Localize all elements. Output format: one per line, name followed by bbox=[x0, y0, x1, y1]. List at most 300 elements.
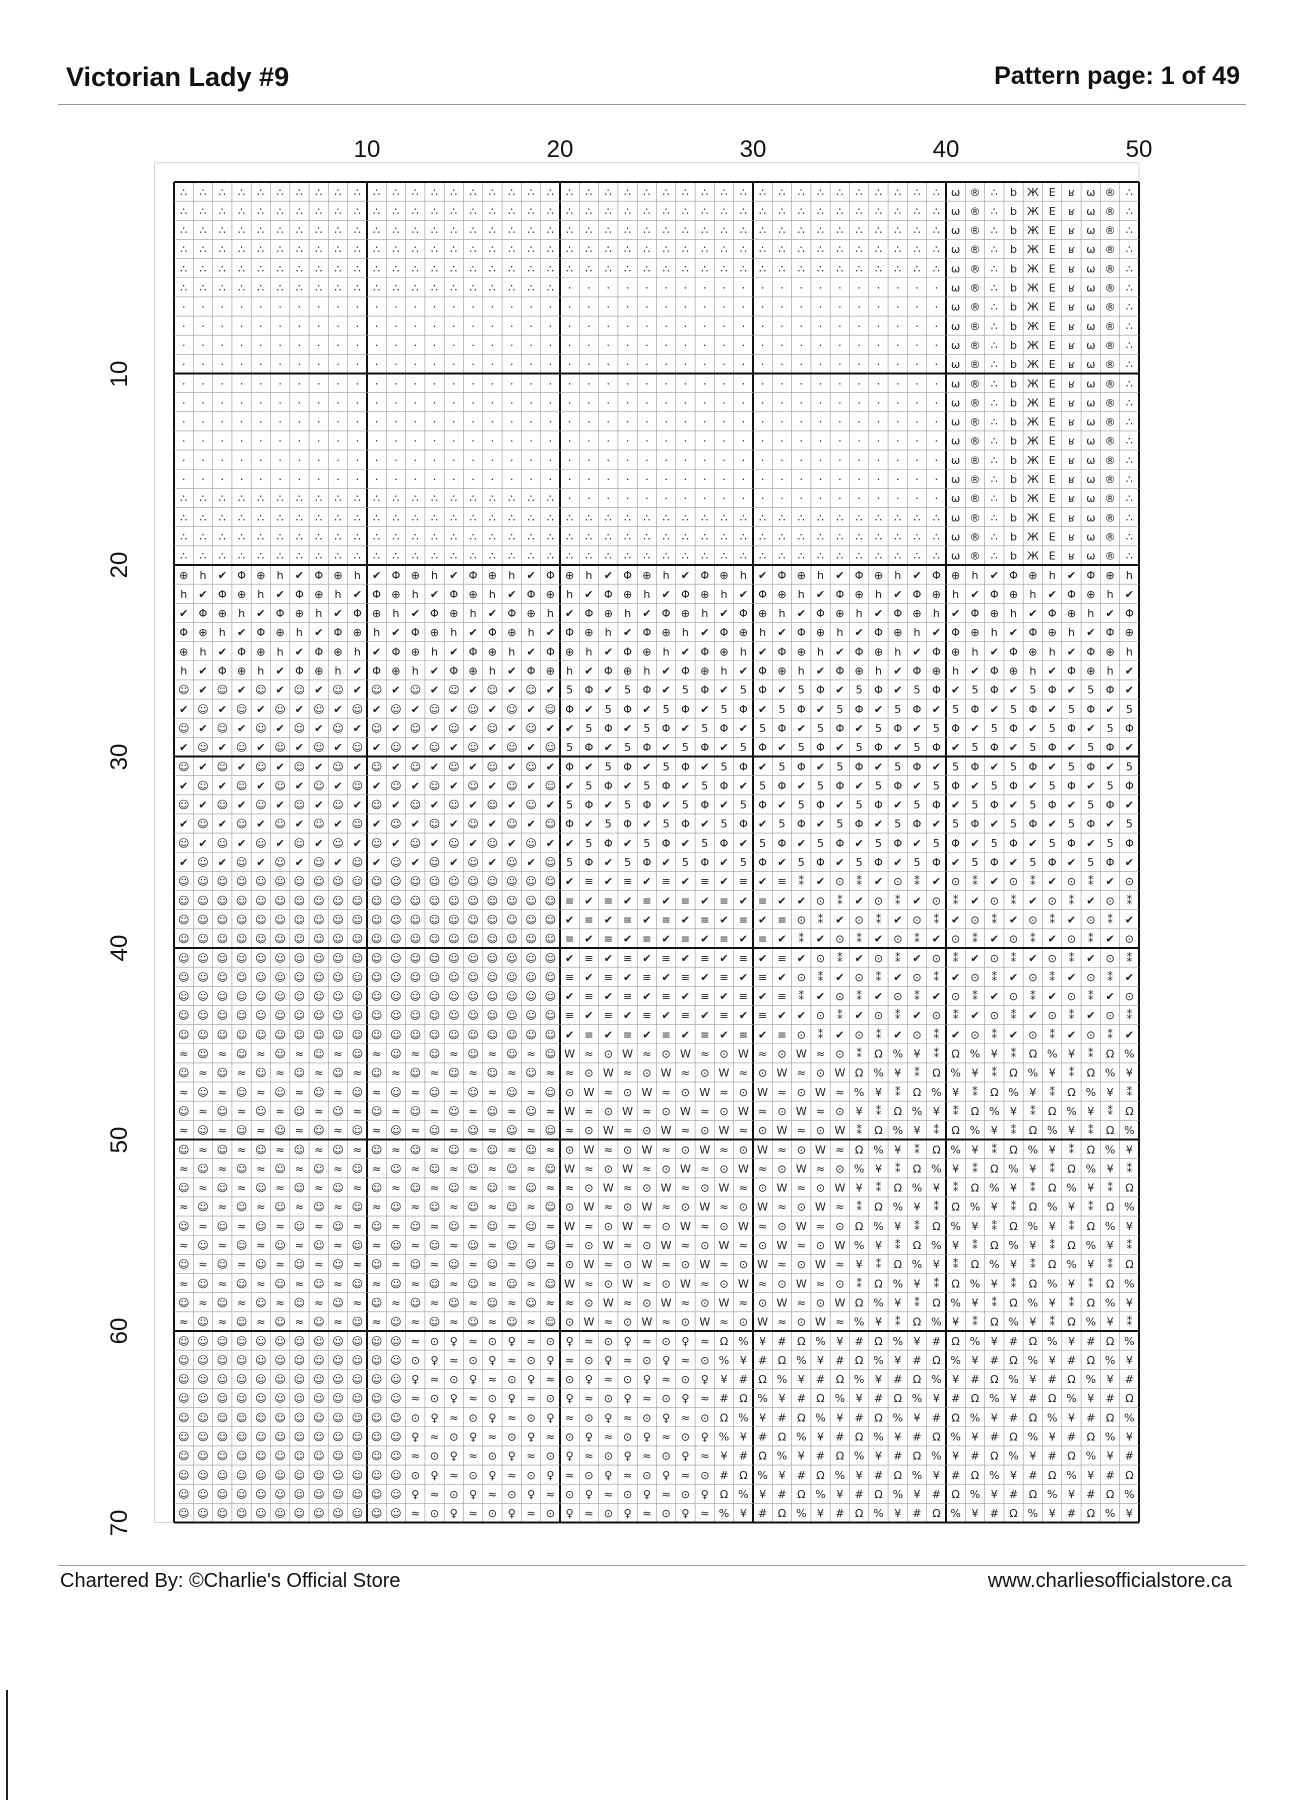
stitch-symbol: ☺ bbox=[525, 760, 537, 774]
stitch-symbol: ∴ bbox=[315, 530, 323, 544]
stitch-symbol: Φ bbox=[1067, 587, 1076, 601]
stitch-symbol: ∴ bbox=[276, 511, 284, 525]
stitch-symbol: · bbox=[394, 319, 398, 333]
stitch-symbol: · bbox=[239, 339, 244, 352]
stitch-symbol: ∴ bbox=[662, 262, 670, 276]
stitch-symbol: ☺ bbox=[197, 1315, 209, 1329]
stitch-symbol: E bbox=[1048, 453, 1056, 467]
stitch-symbol: ✔ bbox=[179, 607, 189, 621]
stitch-symbol: ≈ bbox=[449, 1047, 459, 1061]
stitch-symbol: ∴ bbox=[527, 281, 535, 295]
stitch-symbol: ⊙ bbox=[1086, 913, 1096, 927]
stitch-symbol: ≈ bbox=[796, 1124, 806, 1138]
stitch-symbol: ⊙ bbox=[487, 1449, 498, 1463]
stitch-symbol: 5 bbox=[1125, 817, 1133, 831]
stitch-symbol: ¥ bbox=[1125, 1066, 1133, 1080]
stitch-symbol: % bbox=[1124, 1411, 1135, 1425]
stitch-symbol: ☺ bbox=[216, 1143, 229, 1157]
stitch-symbol: ⊕ bbox=[468, 587, 478, 601]
stitch-symbol: ✔ bbox=[507, 722, 517, 735]
stitch-symbol: ✔ bbox=[603, 683, 613, 697]
stitch-symbol: ☺ bbox=[448, 683, 460, 697]
stitch-symbol: ✔ bbox=[333, 702, 343, 716]
stitch-symbol: ☺ bbox=[255, 913, 267, 927]
stitch-symbol: Φ bbox=[623, 817, 632, 831]
stitch-symbol: · bbox=[645, 434, 649, 448]
stitch-symbol: W bbox=[699, 1085, 711, 1099]
stitch-symbol: ✔ bbox=[487, 856, 498, 869]
stitch-symbol: · bbox=[683, 377, 688, 391]
stitch-symbol: 5 bbox=[797, 683, 805, 697]
stitch-symbol: ≈ bbox=[314, 1258, 324, 1272]
stitch-symbol: ✔ bbox=[642, 760, 652, 774]
stitch-symbol: # bbox=[912, 1353, 922, 1367]
stitch-symbol: ☺ bbox=[177, 1411, 190, 1425]
stitch-symbol: ☺ bbox=[235, 1162, 248, 1176]
stitch-symbol: ✔ bbox=[429, 798, 440, 812]
stitch-symbol: ¥ bbox=[1048, 1507, 1056, 1521]
stitch-symbol: ☺ bbox=[332, 1258, 344, 1272]
stitch-symbol: ⊙ bbox=[815, 951, 826, 965]
stitch-symbol: ✔ bbox=[1047, 990, 1057, 1004]
stitch-symbol: ✔ bbox=[777, 970, 787, 984]
stitch-symbol: ∴ bbox=[508, 262, 516, 276]
stitch-symbol: ✔ bbox=[912, 779, 922, 793]
stitch-symbol: ☺ bbox=[351, 1009, 364, 1023]
stitch-symbol: Φ bbox=[932, 645, 941, 659]
stitch-symbol: · bbox=[664, 358, 668, 372]
stitch-symbol: 5 bbox=[855, 741, 863, 755]
stitch-symbol: ⁑ bbox=[914, 990, 920, 1004]
stitch-symbol: Φ bbox=[970, 702, 980, 716]
stitch-symbol: ⊙ bbox=[815, 1066, 826, 1080]
stitch-symbol: ☺ bbox=[409, 836, 422, 850]
stitch-symbol: · bbox=[567, 281, 572, 295]
stitch-symbol: ∴ bbox=[257, 243, 265, 257]
stitch-symbol: ∴ bbox=[257, 224, 265, 238]
stitch-symbol: ≈ bbox=[487, 1315, 498, 1329]
stitch-symbol: ⁑ bbox=[933, 1047, 940, 1061]
stitch-symbol: ⊕ bbox=[487, 568, 498, 582]
stitch-symbol: ∴ bbox=[855, 262, 863, 276]
stitch-symbol: ∴ bbox=[411, 281, 419, 295]
stitch-symbol: W bbox=[602, 1124, 614, 1138]
stitch-symbol: · bbox=[857, 434, 861, 448]
stitch-symbol: ∴ bbox=[238, 224, 246, 238]
stitch-symbol: · bbox=[432, 339, 437, 352]
stitch-symbol: ⊙ bbox=[700, 1066, 710, 1080]
stitch-symbol: ≈ bbox=[410, 1047, 420, 1061]
stitch-symbol: ✔ bbox=[854, 951, 864, 965]
stitch-symbol: ≈ bbox=[603, 1430, 613, 1444]
stitch-symbol: ⊙ bbox=[642, 1411, 652, 1425]
stitch-symbol: ✔ bbox=[796, 894, 806, 908]
stitch-symbol: ⊕ bbox=[873, 568, 884, 582]
stitch-symbol: ⊙ bbox=[507, 1373, 517, 1387]
stitch-symbol: ∴ bbox=[681, 530, 689, 544]
stitch-symbol: # bbox=[1028, 1468, 1038, 1482]
stitch-symbol: · bbox=[703, 300, 707, 314]
stitch-symbol: ✔ bbox=[507, 683, 517, 697]
stitch-symbol: ∴ bbox=[836, 530, 844, 544]
stitch-symbol: Φ bbox=[623, 645, 632, 659]
stitch-symbol: ≈ bbox=[468, 1392, 478, 1406]
stitch-symbol: ☺ bbox=[293, 1028, 306, 1042]
stitch-symbol: ✔ bbox=[371, 568, 382, 582]
stitch-symbol: ∴ bbox=[392, 224, 400, 238]
stitch-symbol: ® bbox=[969, 262, 981, 276]
stitch-symbol: ☺ bbox=[216, 1066, 229, 1080]
stitch-symbol: ∴ bbox=[932, 224, 940, 238]
stitch-symbol: ≈ bbox=[661, 1143, 671, 1157]
stitch-symbol: ☺ bbox=[332, 951, 344, 965]
stitch-symbol: ≈ bbox=[622, 1296, 633, 1310]
stitch-symbol: ω bbox=[1086, 549, 1096, 563]
stitch-symbol: · bbox=[683, 473, 688, 486]
stitch-symbol: ∴ bbox=[488, 262, 496, 276]
stitch-symbol: Φ bbox=[217, 664, 227, 678]
stitch-symbol: ✔ bbox=[545, 760, 556, 774]
stitch-symbol: 5 bbox=[759, 779, 767, 793]
stitch-symbol: · bbox=[297, 434, 302, 448]
stitch-symbol: ☺ bbox=[216, 722, 229, 735]
stitch-symbol: Φ bbox=[1009, 722, 1018, 735]
stitch-symbol: ☺ bbox=[467, 1315, 479, 1329]
stitch-symbol: Ω bbox=[951, 1411, 960, 1425]
stitch-symbol: · bbox=[374, 453, 379, 467]
stitch-symbol: ∴ bbox=[990, 339, 998, 352]
stitch-symbol: % bbox=[931, 1162, 942, 1176]
stitch-symbol: ☺ bbox=[293, 722, 306, 735]
stitch-symbol: ∴ bbox=[836, 243, 844, 257]
stitch-symbol: · bbox=[606, 473, 611, 486]
stitch-symbol: ∴ bbox=[295, 185, 303, 199]
stitch-symbol: % bbox=[892, 1047, 904, 1061]
stitch-symbol: ¥ bbox=[932, 1105, 940, 1118]
stitch-symbol: ☺ bbox=[370, 1507, 383, 1521]
stitch-symbol: ⁑ bbox=[1107, 1028, 1113, 1042]
stitch-symbol: W bbox=[602, 1239, 614, 1252]
stitch-symbol: ☺ bbox=[448, 1258, 460, 1272]
stitch-symbol: ⊕ bbox=[256, 568, 266, 582]
stitch-symbol: · bbox=[896, 453, 900, 467]
stitch-symbol: ⁑ bbox=[991, 1028, 998, 1042]
stitch-symbol: ✔ bbox=[1028, 951, 1038, 965]
stitch-symbol: ⊙ bbox=[661, 1334, 671, 1348]
stitch-symbol: ✔ bbox=[333, 741, 343, 755]
stitch-symbol: · bbox=[490, 453, 495, 467]
stitch-symbol: Φ bbox=[932, 568, 941, 582]
stitch-symbol: ⊕ bbox=[468, 664, 478, 678]
stitch-symbol: ☺ bbox=[332, 1066, 344, 1080]
stitch-symbol: ✔ bbox=[719, 990, 729, 1004]
stitch-symbol: ☺ bbox=[351, 951, 364, 965]
stitch-symbol: 5 bbox=[662, 702, 670, 716]
stitch-symbol: ✔ bbox=[989, 568, 999, 582]
stitch-symbol: W bbox=[679, 1162, 691, 1176]
stitch-symbol: ≈ bbox=[661, 1258, 671, 1272]
stitch-symbol: ʁ bbox=[1068, 453, 1075, 467]
stitch-symbol: ✔ bbox=[294, 817, 305, 831]
stitch-symbol: ≈ bbox=[429, 1258, 440, 1272]
stitch-symbol: ☺ bbox=[332, 1105, 344, 1118]
stitch-symbol: Φ bbox=[874, 626, 883, 640]
stitch-symbol: Ω bbox=[1125, 1105, 1134, 1118]
stitch-symbol: % bbox=[1027, 1143, 1039, 1157]
stitch-symbol: % bbox=[1104, 1430, 1116, 1444]
stitch-symbol: ☺ bbox=[448, 951, 460, 965]
stitch-symbol: ⊕ bbox=[314, 664, 324, 678]
stitch-symbol: ∴ bbox=[469, 204, 477, 218]
stitch-symbol: ¥ bbox=[1068, 1411, 1075, 1425]
stitch-symbol: E bbox=[1048, 204, 1056, 218]
stitch-symbol: 5 bbox=[1029, 798, 1037, 812]
stitch-symbol: ⁑ bbox=[1088, 932, 1094, 946]
stitch-symbol: ☺ bbox=[506, 1047, 518, 1061]
stitch-symbol: Ω bbox=[932, 1507, 941, 1521]
stitch-symbol: ⊙ bbox=[449, 1373, 459, 1387]
stitch-symbol: ≈ bbox=[661, 1085, 671, 1099]
stitch-symbol: ☺ bbox=[216, 951, 229, 965]
stitch-symbol: · bbox=[432, 358, 437, 372]
stitch-symbol: ☺ bbox=[544, 970, 557, 984]
stitch-symbol: ☺ bbox=[390, 741, 402, 755]
stitch-symbol: ☺ bbox=[235, 1085, 248, 1099]
row-label: 30 bbox=[106, 743, 133, 770]
stitch-symbol: ✔ bbox=[1105, 817, 1115, 831]
stitch-symbol: h bbox=[913, 626, 921, 640]
stitch-symbol: ✔ bbox=[873, 607, 884, 621]
stitch-symbol: ≡ bbox=[738, 951, 749, 965]
stitch-symbol: ☺ bbox=[235, 932, 248, 946]
stitch-symbol: ≈ bbox=[680, 1411, 691, 1425]
stitch-symbol: ∴ bbox=[681, 185, 689, 199]
stitch-symbol: ∴ bbox=[218, 549, 226, 563]
stitch-symbol: ✔ bbox=[950, 856, 961, 869]
stitch-symbol: 5 bbox=[875, 836, 882, 850]
stitch-symbol: ∴ bbox=[431, 492, 438, 506]
store-website: www.charliesofficialstore.ca bbox=[987, 1570, 1232, 1592]
stitch-symbol: ✔ bbox=[1028, 836, 1038, 850]
stitch-symbol: ☺ bbox=[467, 1047, 479, 1061]
stitch-symbol: ⊙ bbox=[777, 1277, 787, 1291]
stitch-symbol: ¥ bbox=[1106, 1085, 1114, 1099]
stitch-symbol: ✔ bbox=[661, 664, 671, 678]
stitch-symbol: · bbox=[201, 434, 205, 448]
stitch-symbol: ⊙ bbox=[873, 1009, 884, 1023]
stitch-symbol: ☺ bbox=[235, 875, 248, 889]
stitch-symbol: ☺ bbox=[177, 1353, 190, 1367]
stitch-symbol: # bbox=[835, 1507, 845, 1521]
stitch-symbol: ⊙ bbox=[700, 1181, 710, 1195]
stitch-symbol: W bbox=[660, 1181, 672, 1195]
stitch-symbol: · bbox=[664, 453, 668, 467]
stitch-symbol: ≈ bbox=[680, 1181, 691, 1195]
stitch-symbol: Φ bbox=[854, 568, 864, 582]
footer-divider bbox=[58, 1565, 1246, 1566]
stitch-symbol: ✔ bbox=[835, 683, 845, 697]
stitch-symbol: ☺ bbox=[216, 1468, 229, 1482]
stitch-symbol: ✔ bbox=[1047, 760, 1057, 774]
stitch-symbol: ⊙ bbox=[449, 1488, 459, 1501]
stitch-symbol: ✔ bbox=[777, 798, 787, 812]
stitch-symbol: W bbox=[660, 1239, 672, 1252]
stitch-symbol: ✔ bbox=[1047, 932, 1057, 946]
stitch-symbol: ☺ bbox=[216, 932, 229, 946]
stitch-symbol: ¥ bbox=[1029, 1315, 1037, 1329]
stitch-symbol: 5 bbox=[932, 836, 940, 850]
stitch-symbol: ʁ bbox=[1068, 339, 1075, 352]
stitch-symbol: ☺ bbox=[390, 913, 402, 927]
stitch-symbol: · bbox=[915, 415, 919, 429]
stitch-symbol: ® bbox=[969, 415, 981, 429]
stitch-symbol: ¥ bbox=[817, 1430, 824, 1444]
stitch-symbol: ⁑ bbox=[991, 1066, 998, 1080]
stitch-symbol: ☺ bbox=[177, 1143, 190, 1157]
stitch-symbol: ∴ bbox=[932, 243, 940, 257]
stitch-symbol: ☺ bbox=[216, 683, 229, 697]
stitch-symbol: 5 bbox=[1029, 683, 1037, 697]
stitch-symbol: h bbox=[604, 626, 612, 640]
stitch-symbol: % bbox=[931, 1085, 942, 1099]
stitch-symbol: · bbox=[529, 339, 533, 352]
stitch-symbol: ∴ bbox=[836, 549, 844, 563]
stitch-symbol: % bbox=[969, 1200, 981, 1214]
stitch-symbol: Φ bbox=[854, 645, 864, 659]
stitch-symbol: E bbox=[1048, 377, 1056, 391]
stitch-symbol: ʁ bbox=[1068, 530, 1075, 544]
stitch-symbol: % bbox=[892, 1124, 904, 1138]
stitch-symbol: ⁑ bbox=[972, 875, 978, 889]
stitch-symbol: Ω bbox=[932, 1143, 941, 1157]
stitch-symbol: ⊙ bbox=[700, 1353, 710, 1367]
stitch-symbol: ✔ bbox=[854, 779, 864, 793]
stitch-symbol: ⁑ bbox=[1126, 1239, 1133, 1252]
stitch-symbol: · bbox=[780, 453, 784, 467]
stitch-symbol: % bbox=[1066, 1181, 1077, 1195]
stitch-symbol: h bbox=[257, 587, 265, 601]
stitch-symbol: · bbox=[297, 377, 302, 391]
stitch-symbol: ☺ bbox=[332, 1468, 344, 1482]
stitch-symbol: ✔ bbox=[198, 683, 208, 697]
stitch-symbol: ⊙ bbox=[738, 1258, 749, 1272]
stitch-symbol: ☺ bbox=[293, 1009, 306, 1023]
stitch-symbol: ☺ bbox=[486, 836, 499, 850]
stitch-symbol: ✔ bbox=[584, 587, 594, 601]
stitch-symbol: · bbox=[703, 415, 707, 429]
stitch-symbol: ✔ bbox=[738, 1009, 749, 1023]
stitch-symbol: ✔ bbox=[700, 894, 710, 908]
stitch-symbol: ☺ bbox=[216, 1430, 229, 1444]
stitch-symbol: · bbox=[297, 358, 302, 372]
stitch-symbol: · bbox=[510, 415, 514, 429]
stitch-symbol: ✔ bbox=[1086, 836, 1096, 850]
stitch-symbol: ✔ bbox=[391, 798, 401, 812]
stitch-symbol: h bbox=[199, 568, 207, 582]
stitch-symbol: ✔ bbox=[449, 779, 459, 793]
stitch-symbol: ∴ bbox=[450, 511, 458, 525]
stitch-symbol: ∴ bbox=[817, 243, 824, 257]
stitch-symbol: Φ bbox=[449, 664, 459, 678]
stitch-symbol: ☺ bbox=[544, 990, 557, 1004]
stitch-symbol: ≡ bbox=[661, 875, 671, 889]
stitch-symbol: ¥ bbox=[817, 1353, 824, 1367]
stitch-symbol: ✔ bbox=[700, 1009, 710, 1023]
stitch-symbol: ☺ bbox=[293, 970, 306, 984]
stitch-symbol: 5 bbox=[1068, 817, 1075, 831]
stitch-symbol: ∴ bbox=[778, 262, 786, 276]
stitch-symbol: ✔ bbox=[391, 683, 401, 697]
stitch-symbol: ☺ bbox=[177, 1009, 190, 1023]
stitch-symbol: ☺ bbox=[274, 913, 286, 927]
stitch-symbol: b bbox=[1010, 473, 1017, 486]
stitch-symbol: Φ bbox=[777, 836, 787, 850]
stitch-symbol: · bbox=[838, 358, 842, 372]
stitch-symbol: ≈ bbox=[487, 1373, 498, 1387]
stitch-symbol: Φ bbox=[893, 836, 903, 850]
stitch-symbol: Ω bbox=[1028, 1047, 1038, 1061]
stitch-symbol: · bbox=[181, 434, 186, 448]
stitch-symbol: · bbox=[413, 319, 418, 333]
stitch-symbol: ≈ bbox=[545, 1430, 556, 1444]
stitch-symbol: · bbox=[838, 492, 842, 506]
stitch-symbol: ☺ bbox=[544, 951, 557, 965]
stitch-symbol: ω bbox=[950, 300, 961, 314]
stitch-symbol: Φ bbox=[372, 587, 381, 601]
stitch-symbol: ✔ bbox=[815, 760, 826, 774]
stitch-symbol: ∴ bbox=[643, 511, 651, 525]
stitch-symbol: Ж bbox=[1026, 530, 1039, 544]
stitch-symbol: · bbox=[181, 319, 186, 333]
stitch-symbol: ⊙ bbox=[796, 1028, 806, 1042]
stitch-symbol: · bbox=[896, 358, 900, 372]
stitch-symbol: ✔ bbox=[507, 836, 517, 850]
stitch-symbol: Φ bbox=[932, 683, 941, 697]
stitch-symbol: ☺ bbox=[177, 875, 190, 889]
stitch-symbol: ≈ bbox=[700, 1392, 710, 1406]
stitch-symbol: ☺ bbox=[370, 722, 383, 735]
stitch-symbol: ✔ bbox=[661, 970, 671, 984]
stitch-symbol: % bbox=[969, 1277, 981, 1291]
stitch-symbol: # bbox=[970, 1449, 980, 1463]
stitch-symbol: ✔ bbox=[989, 875, 999, 889]
stitch-symbol: ≈ bbox=[815, 1047, 826, 1061]
stitch-symbol: ∴ bbox=[913, 511, 921, 525]
stitch-symbol: ☺ bbox=[293, 760, 306, 774]
stitch-symbol: ✔ bbox=[815, 817, 826, 831]
stitch-symbol: · bbox=[799, 300, 804, 314]
stitch-symbol: ≈ bbox=[680, 1239, 691, 1252]
stitch-symbol: ω bbox=[1086, 530, 1096, 544]
stitch-symbol: ∴ bbox=[353, 243, 361, 257]
stitch-symbol: ∴ bbox=[527, 262, 535, 276]
stitch-symbol: · bbox=[201, 339, 205, 352]
stitch-symbol: 5 bbox=[759, 836, 767, 850]
stitch-symbol: 5 bbox=[1106, 836, 1114, 850]
stitch-symbol: ♀ bbox=[604, 1353, 613, 1367]
stitch-symbol: h bbox=[1106, 587, 1114, 601]
stitch-symbol: ⊙ bbox=[603, 1162, 613, 1176]
stitch-symbol: Φ bbox=[584, 607, 594, 621]
stitch-symbol: ∴ bbox=[1125, 396, 1133, 410]
stitch-symbol: · bbox=[201, 453, 205, 467]
stitch-symbol: W bbox=[757, 1200, 769, 1214]
stitch-symbol: · bbox=[857, 281, 861, 295]
stitch-symbol: ☺ bbox=[351, 932, 364, 946]
stitch-symbol: Φ bbox=[603, 587, 613, 601]
stitch-symbol: % bbox=[853, 1373, 865, 1387]
stitch-symbol: ⊙ bbox=[912, 970, 922, 984]
